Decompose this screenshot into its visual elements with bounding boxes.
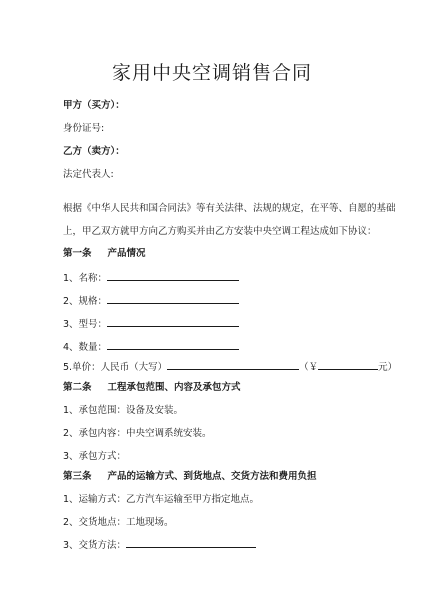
article-3-title: 产品的运输方式、到货地点、交货方法和费用负担	[107, 471, 317, 482]
article-1-heading	[63, 248, 146, 260]
article-3-item-3	[63, 538, 256, 552]
article-1-number: 第一条	[63, 248, 92, 259]
party-a-label: 甲方（买方）：	[63, 100, 125, 111]
article-2-item-1: 1、承包范围：设备及安装。	[63, 405, 184, 416]
legal-rep-label: 法定代表人:	[63, 169, 114, 180]
article-3-item-2: 2、交货地点：工地现场。	[63, 517, 174, 528]
article-1-item-1	[63, 271, 239, 285]
item-label: 1、名称：	[63, 273, 108, 284]
unit-price-number-blank[interactable]	[318, 360, 378, 370]
item-label: 2、规格：	[63, 296, 108, 307]
item-label: 3、承包方式：	[63, 451, 127, 462]
article-3-heading	[63, 471, 317, 483]
article-1-item-2	[63, 294, 239, 308]
article-2-item-2: 2、承包内容：中央空调系统安装。	[63, 428, 212, 439]
unit-price-words-blank[interactable]	[167, 360, 299, 370]
delivery-method-blank[interactable]	[126, 538, 256, 548]
article-1-item-5	[63, 360, 397, 374]
article-1-item-4	[63, 340, 239, 354]
intro-paragraph-line-1: 根据《中华人民共和国合同法》等有关法律、法规的规定，在平等、自愿的基础	[63, 203, 396, 214]
party-b-label: 乙方（卖方）：	[63, 146, 125, 157]
article-2-item-3	[63, 451, 126, 463]
article-3-item-1: 1、运输方式：乙方汽车运输至甲方指定地点。	[63, 494, 260, 505]
item-label: 3、型号：	[63, 319, 108, 330]
name-blank[interactable]	[107, 271, 239, 281]
article-3-number: 第三条	[63, 471, 92, 482]
article-2-heading	[63, 382, 241, 394]
article-1-title: 产品情况	[107, 248, 146, 259]
id-number-label: 身份证号:	[63, 123, 105, 134]
article-2-number: 第二条	[63, 382, 92, 393]
article-2-title: 工程承包范围、内容及承包方式	[107, 382, 241, 393]
article-1-item-3	[63, 317, 239, 331]
yen-open-label: （￥	[299, 362, 319, 373]
yuan-close-label: 元）	[378, 362, 398, 373]
quantity-blank[interactable]	[107, 340, 239, 350]
model-blank[interactable]	[107, 317, 239, 327]
spec-blank[interactable]	[107, 294, 239, 304]
item-label: 3、交货方法：	[63, 540, 127, 551]
item-label: 5.单价：人民币（大写）	[63, 362, 168, 373]
item-label: 4、数量：	[63, 342, 108, 353]
intro-paragraph-line-2: 上，甲乙双方就甲方向乙方购买并由乙方安装中央空调工程达成如下协议：	[63, 226, 377, 237]
document-title: 家用中央空调销售合同	[111, 62, 312, 84]
